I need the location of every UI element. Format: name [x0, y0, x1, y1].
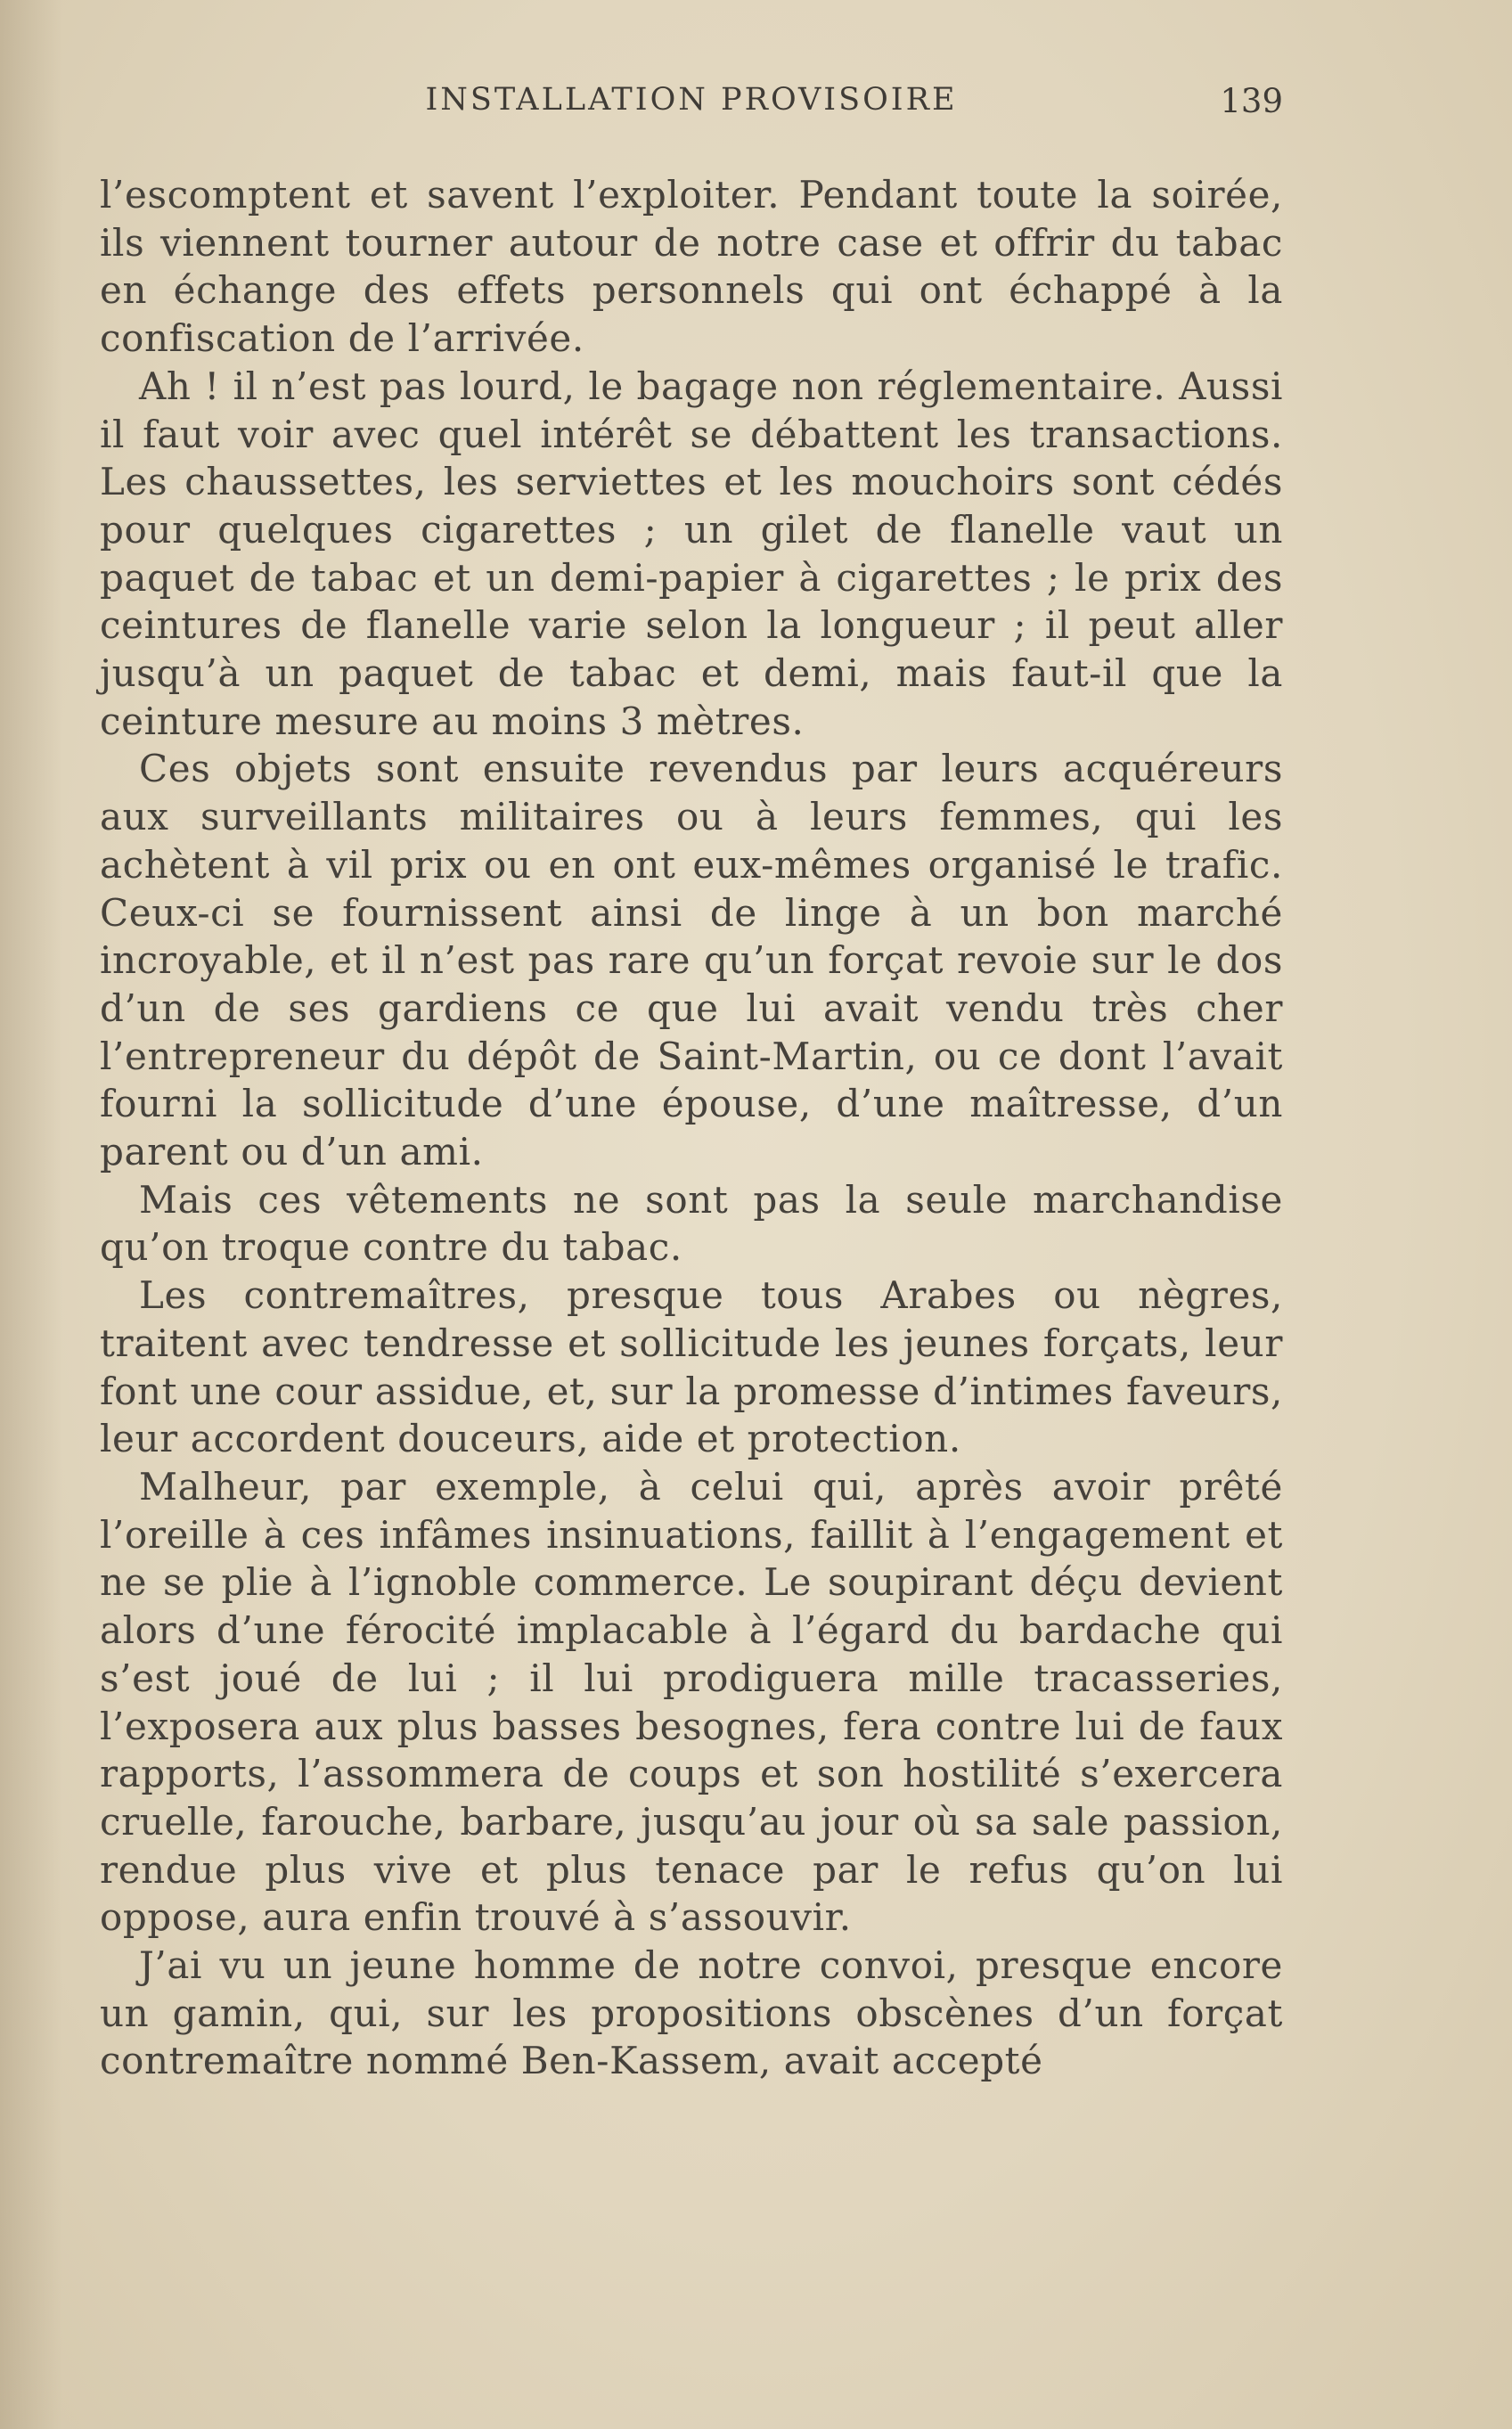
paragraph-continued: l’escomptent et savent l’exploiter. Pendant toute la soirée, ils viennent tourner autour de notre case et offrir du tabac en échange des effets personnels qui ont échappé à la confiscation de l’arrivée.	[100, 173, 1283, 361]
binding-shadow	[0, 0, 62, 2429]
paragraph: Les contremaîtres, presque tous Arabes ou nègres, traitent avec tendresse et sollicitude les jeunes forçats, leur font une cour assidue, et, sur la promesse d’intimes faveurs, leur accordent douceurs, aide et protection.	[100, 1273, 1283, 1461]
running-title: INSTALLATION PROVISOIRE	[425, 82, 958, 118]
body-text	[100, 171, 1283, 2085]
paragraph: Ces objets sont ensuite revendus par leurs acquéreurs aux surveillants militaires ou à leurs femmes, qui les achètent à vil prix ou en ont eux-mêmes organisé le trafic. Ceux-ci se fournissent ainsi de linge à un bon marché incroyable, et il n’est pas rare qu’un forçat revoie sur le dos d’un de ses gardiens ce que lui avait vendu très cher l’entrepreneur du dépôt de Saint-Martin, ou ce dont l’avait fourni la sollicitude d’une épouse, d’une maîtresse, d’un parent ou d’un ami.	[100, 747, 1283, 1174]
running-head	[100, 82, 1283, 132]
paragraph: Malheur, par exemple, à celui qui, après avoir prêté l’oreille à ces infâmes insinuations, faillit à l’engagement et ne se plie à l’ignoble commerce. Le soupirant déçu devient alors d’une férocité implacable à l’égard du bardache qui s’est joué de lui ; il lui prodiguera mille tracasseries, l’exposera aux plus basses besognes, fera contre lui de faux rapports, l’assommera de coups et son hostilité s’exercera cruelle, farouche, barbare, jusqu’au jour où sa sale passion, rendue plus vive et plus tenace par le refus qu’on lui oppose, aura enfin trouvé à s’assouvir.	[100, 1464, 1283, 1940]
paragraph: Mais ces vêtements ne sont pas la seule marchandise qu’on troque contre du tabac.	[100, 1177, 1283, 1270]
paragraph: Ah ! il n’est pas lourd, le bagage non réglementaire. Aussi il faut voir avec quel intérêt se débattent les transactions. Les chaussettes, les serviettes et les mouchoirs sont cédés pour quelques cigarettes ; un gilet de flanelle vaut un paquet de tabac et un demi-papier à cigarettes ; le prix des ceintures de flanelle varie selon la longueur ; il peut aller jusqu’à un paquet de tabac et demi, mais faut-il que la ceinture mesure au moins 3 mètres.	[100, 364, 1283, 743]
page-number: 139	[1220, 82, 1283, 120]
paragraph: J’ai vu un jeune homme de notre convoi, presque encore un gamin, qui, sur les propositions obscènes d’un forçat contremaître nommé Ben-Kassem, avait accepté	[100, 1943, 1283, 2083]
